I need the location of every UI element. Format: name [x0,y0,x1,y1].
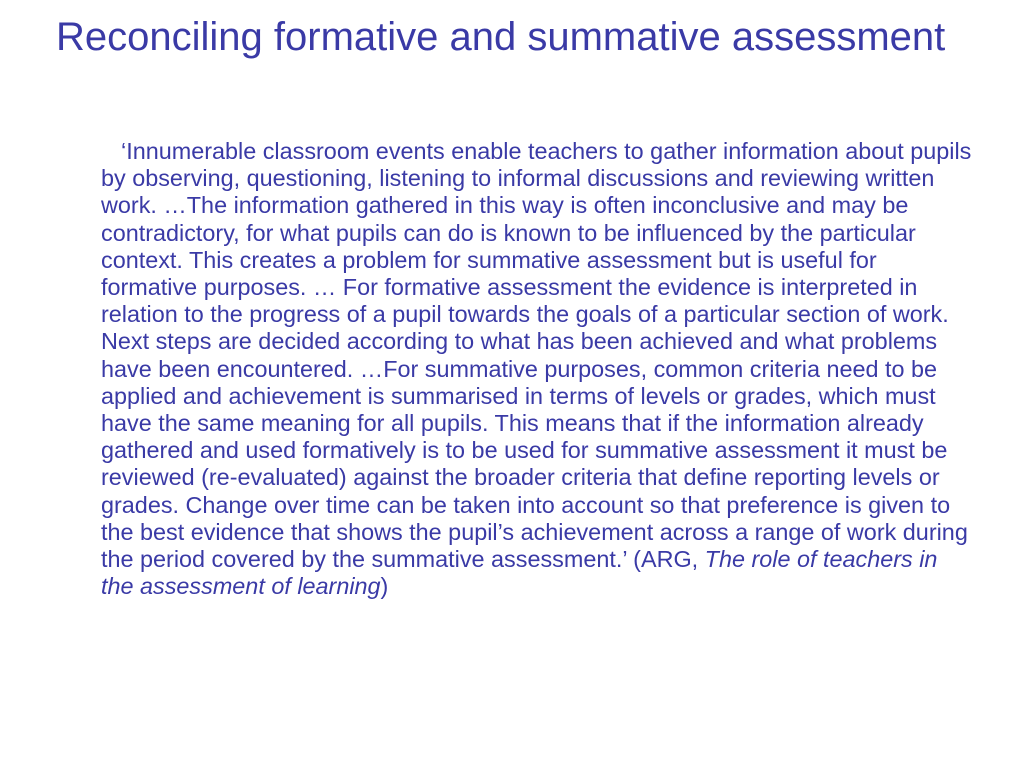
slide-title: Reconciling formative and summative assessment [56,15,946,59]
quote-block [101,138,973,600]
quote-body: ‘Innumerable classroom events enable teachers to gather information about pupils by observing, questioning, listening to informal discussions and reviewing written work. …The information gathered in this way is often inconclusive and may be contradictory, for what pupils can do is known to be influenced by the particular context. This creates a problem for summative assessment but is useful for formative purposes. … For formative assessment the evidence is interpreted in relation to the progress of a pupil towards the goals of a particular section of work. Next steps are decided according to what has been achieved and what problems have been encountered. …For summative purposes, common criteria need to be applied and achievement is summarised in terms of levels or grades, which must have the same meaning for all pupils. This means that if the information already gathered and used formatively is to be used for summative assessment it must be reviewed (re-evaluated) against the broader criteria that define reporting levels or grades. Change over time can be taken into account so that preference is given to the best evidence that shows the pupil’s achievement across a range of work during the period covered by the summative assessment.’ [101,138,972,573]
citation-source-title: The role of teachers in the assessment of learning [101,546,938,600]
citation-open: (ARG, [626,546,705,573]
citation-close: ) [380,573,389,600]
